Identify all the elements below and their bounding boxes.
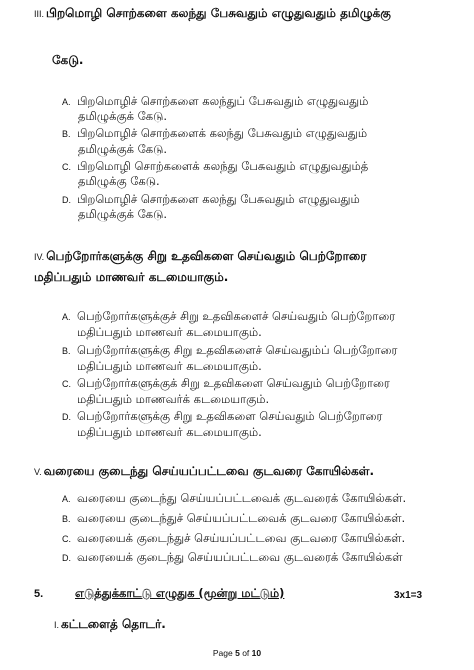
- q4-option-a: A. பெற்றோர்களுக்குச் சிறு உதவிகளைச் செய்வதும் பெற்றோரை: [62, 309, 396, 323]
- q4-option-b: B. பெற்றோர்களுக்கு சிறு உதவிகளைச் செய்வதும்ப் பெற்றோரை: [62, 343, 398, 357]
- q3-option-c: C. பிறமொழி சொற்களைக் கலந்து பேசுவதும் எழுதுவதும்த்: [62, 159, 369, 173]
- section-5-number: 5.: [34, 588, 44, 600]
- q3-option-a: A. பிறமொழிச் சொற்களை கலந்துப் பேசுவதும் எழுதுவதும்: [62, 94, 369, 108]
- question-4-number: IV.: [34, 252, 45, 262]
- question-3-line-2: கேடு.: [52, 53, 84, 67]
- question-5-line-1: [34, 464, 374, 479]
- question-3-number: III.: [34, 9, 45, 19]
- q5-option-c: C. வரையைக் குடைந்துச் செய்யப்பட்டவை குடவரை கோயில்கள்.: [62, 531, 406, 545]
- footer-total-pages: 10: [251, 648, 262, 658]
- q5-option-a: A. வரையை குடைந்து செய்யப்பட்டவைக் குடவரைக் கோயில்கள்.: [62, 491, 407, 505]
- q3-option-a-cont: தமிழுக்குக் கேடு.: [78, 109, 168, 123]
- q3-option-d-cont: தமிழுக்குக் கேடு.: [78, 207, 168, 221]
- page-footer: Page 5 of 10: [212, 648, 262, 658]
- section-5-sub-1: [54, 617, 166, 632]
- q4-option-d: D. பெற்றோர்களுக்கு சிறு உதவிகளை செய்வதும் பெற்றோரை: [62, 409, 383, 423]
- section-5-heading: எடுத்துக்காட்டு எழுதுக (மூன்று மட்டும்): [75, 586, 285, 600]
- question-5-text: வரையை குடைந்து செய்யப்பட்டவை குடவரை கோயில்கள்.: [43, 464, 375, 478]
- question-3-text: பிறமொழி சொற்களை கலந்து பேசுவதும் எழுதுவதும் தமிழுக்கு: [46, 6, 391, 20]
- section-5-sub-title: கட்டளைத் தொடர்.: [61, 617, 166, 631]
- question-5-number: V.: [34, 467, 42, 477]
- q3-option-c-cont: தமிழுக்கு கேடு.: [78, 174, 160, 188]
- q4-option-c-cont: மதிப்பதும் மாணவர்க் கடமையாகும்.: [77, 392, 270, 406]
- q4-option-b-cont: மதிப்பதும் மாணவர் கடமையாகும்.: [77, 359, 262, 373]
- question-4-text: பெற்றோர்களுக்கு சிறு உதவிகளை செய்வதும் பெற்றோரை: [46, 249, 367, 263]
- question-4-line-2: மதிப்பதும் மாணவர் கடமையாகும்.: [34, 270, 229, 284]
- q4-option-a-cont: மதிப்பதும் மாணவர் கடமையாகும்.: [77, 325, 262, 339]
- q4-option-d-cont: மதிப்பதும் மாணவர் கடமையாகும்.: [77, 425, 262, 439]
- q3-option-b: B. பிறமொழிச் சொற்களைக் கலந்து பேசுவதும் எழுதுவதும்: [62, 126, 368, 140]
- section-5-marks: 3x1=3: [394, 590, 423, 601]
- q5-option-d: D. வரையைக் குடைந்து செய்யப்பட்டவை குடவரைக் கோயில்கள்: [62, 550, 403, 564]
- question-3-line-1: [34, 6, 391, 21]
- section-5-sub-number: I.: [54, 620, 60, 630]
- question-4-line-1: [34, 249, 366, 264]
- q5-option-b: B. வரையை குடைந்துச் செய்யப்பட்டவைக் குடவரை கோயில்கள்.: [62, 511, 406, 525]
- q3-option-b-cont: தமிழுக்குக் கேடு.: [78, 142, 168, 156]
- q3-option-d: D. பிறமொழிச் சொற்களை கலந்து பேசுவதும் எழுதுவதும்: [62, 192, 360, 206]
- q4-option-c: C. பெற்றோர்களுக்குக் சிறு உதவிகளை செய்வதும் பெற்றோரை: [62, 376, 390, 390]
- footer-page-number: 5: [235, 648, 240, 658]
